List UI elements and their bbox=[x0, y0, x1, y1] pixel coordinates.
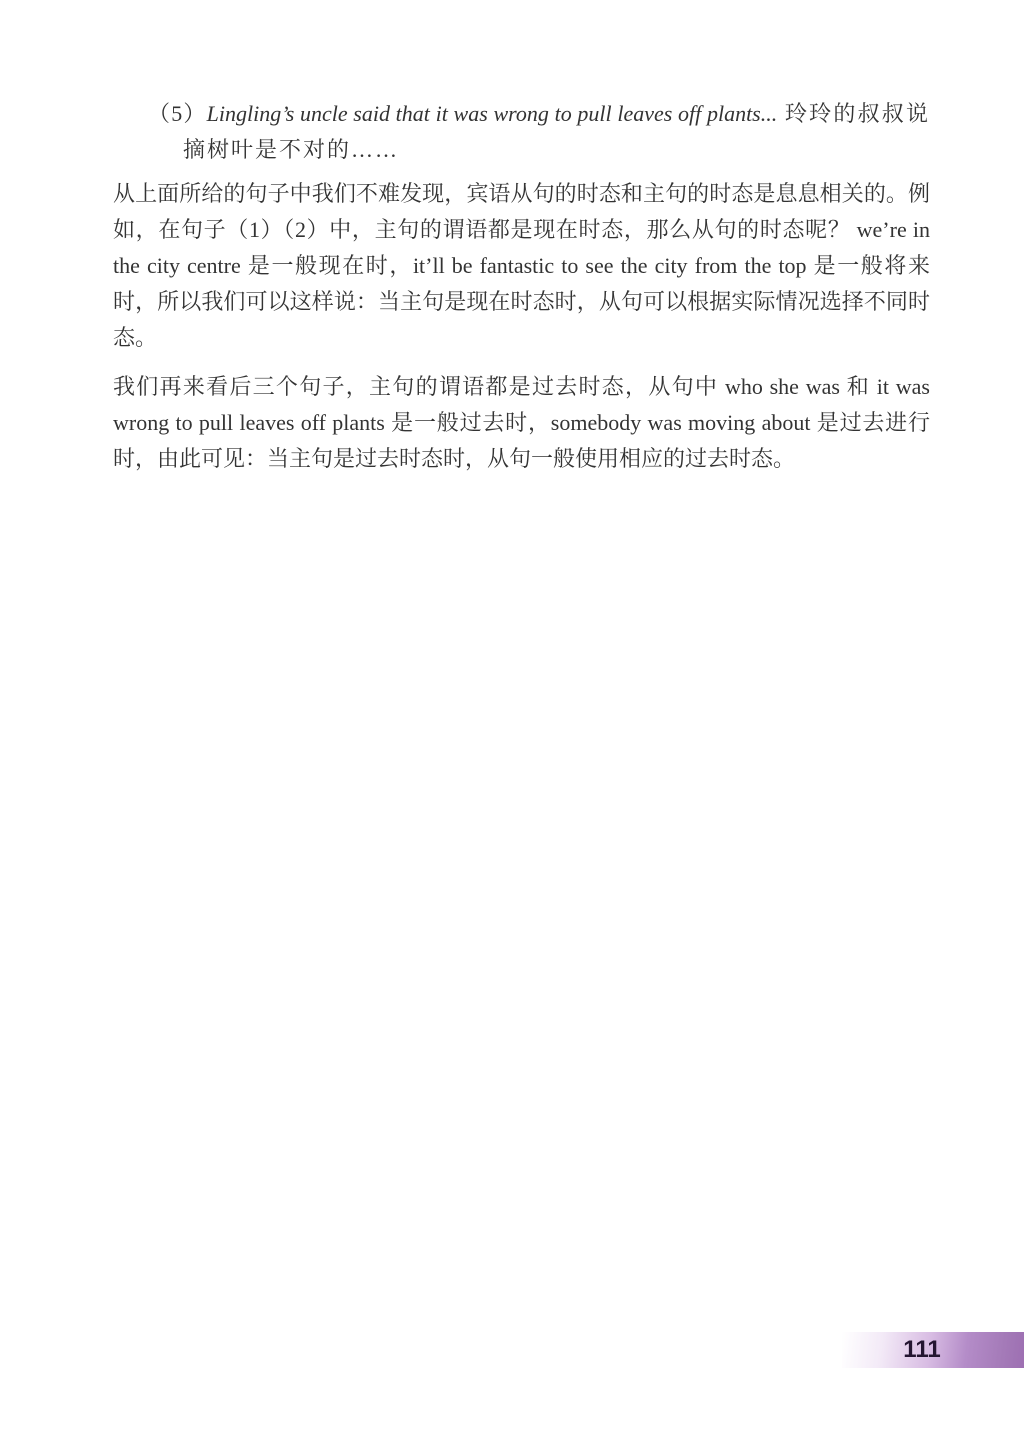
example-marker: （5） bbox=[148, 101, 207, 126]
text-run: somebody was moving about bbox=[550, 410, 817, 435]
text-run: it was wrong to pull leaves off plants bbox=[113, 374, 930, 435]
text-run: Lingling’s uncle said that it was wrong to pull leaves off plants... bbox=[206, 101, 778, 126]
text-run: who she was bbox=[724, 374, 847, 399]
paragraph-present-tense bbox=[113, 176, 930, 356]
text-run: 玲玲的叔叔说摘树叶是不对的…… bbox=[183, 101, 930, 162]
text-run: 从上面所给的句子中我们不难发现，宾语从句的时态和主句的时态是息息相关的。例如，在句子（1）（2）中，主句的谓语都是现在时态，那么从句的时态呢？ bbox=[113, 181, 930, 242]
paragraph-past-tense bbox=[113, 369, 930, 477]
text-run: we’re in the city centre bbox=[113, 217, 930, 278]
text-run: 我们再来看后三个句子，主句的谓语都是过去时态，从句中 bbox=[113, 374, 725, 399]
text-run: 是一般将来时，所以我们可以这样说：当主句是现在时态时，从句可以根据实际情况选择不同时态。 bbox=[113, 253, 930, 350]
text-run: 和 bbox=[846, 374, 877, 399]
text-run: 是一般现在时， bbox=[247, 253, 413, 278]
page-number: 111 bbox=[903, 1336, 941, 1363]
text-run: 是一般过去时， bbox=[391, 410, 551, 435]
example-runs bbox=[183, 101, 930, 162]
text-run: it’ll be fantastic to see the city from the top bbox=[412, 253, 814, 278]
example-item-5 bbox=[113, 96, 930, 168]
page-number-bar bbox=[842, 1332, 1024, 1368]
text-content bbox=[113, 96, 930, 477]
text-run: 是过去进行时，由此可见：当主句是过去时态时，从句一般使用相应的过去时态。 bbox=[113, 410, 930, 471]
